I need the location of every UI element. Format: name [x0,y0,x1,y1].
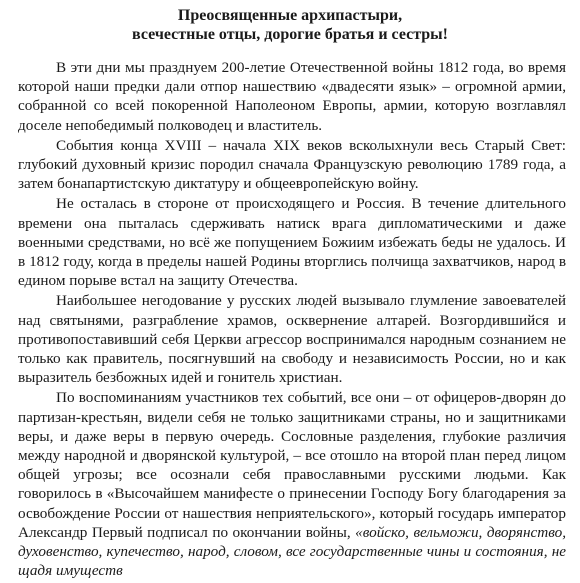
manifesto-quote: «войско, вельможи, дворянство, духовенство, купечество, народ, словом, все государственные чины и состояния, не щадя имуществ [18,523,566,580]
paragraph-3: Не осталась в стороне от происходящего и Россия. В течение длительного времени она пыталась сдерживать натиск врага дипломатическими и даже военными средствами, но всё же попущением Божиим избежать беды не удалось. И в 1812 году, когда в пределы нашей Родины вторглись полчища захватчиков, народ в едином порыве встал на защиту Отечества. [18,195,566,290]
heading-line-2: всечестные отцы, дорогие братья и сестры! [131,26,448,43]
paragraph-2: События конца XVIII – начала XIX веков всколыхнули весь Старый Свет: глубокий духовный кризис породил сначала Французскую революцию 1789 года, а затем бонапартистскую диктатуру и общеевропейскую войну. [18,136,566,193]
letter-heading [0,0,580,44]
heading-line-1: Преосвященные архипастыри, [177,7,403,24]
paragraph-5-text: По воспоминаниям участников тех событий, все они – от офицеров-дворян до партизан-крестьян, видели себя не только защитниками страны, но и защитниками веры, и даже веры в первую очередь. Сословные разделения, глубокие различия между народной и дворянской культурой, – все отошло на второй план перед лицом общей угрозы; все осознали себя православными русскими людьми. Как говорилось в «Высочайшем манифесте о принесении Господу Богу благодарения за освобождение России от нашествия неприятельского», который государь император Александр Первый подписал по окончании войны, [18,389,566,541]
paragraph-5 [18,388,566,580]
paragraph-4: Наибольшее негодование у русских людей вызывало глумление завоевателей над святынями, разграбление храмов, осквернение алтарей. Возгордившийся и противопоставивший себя Церкви агрессор воспринимался народным сознанием не только как правитель, посягнувший на свободу и независимость России, но и как выразитель безбожных идей и гонитель христиан. [18,292,566,387]
paragraph-1: В эти дни мы празднуем 200-летие Отечественной войны 1812 года, во время которой наши предки дали отпор нашествию «двадесяти язык» – огромной армии, собранной со всей покоренной Наполеоном Европы, армии, которую возглавлял доселе непобедимый полководец и властитель. [18,59,566,134]
letter-body [0,44,580,580]
